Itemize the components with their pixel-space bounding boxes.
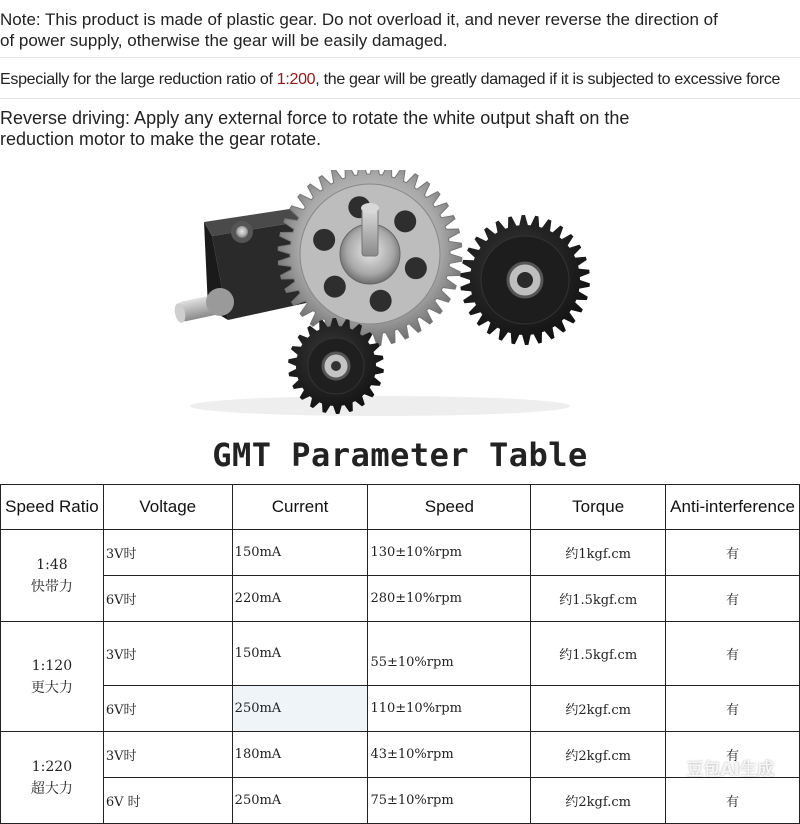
table-row	[1, 778, 800, 824]
current-cell: 180mA	[232, 732, 368, 778]
gear-reduction-motor-illustration	[160, 170, 600, 420]
speed-cell: 75±10%rpm	[368, 778, 531, 824]
header-voltage: Voltage	[103, 485, 232, 530]
current-cell: 150mA	[232, 530, 368, 576]
current-cell: 250mA	[232, 686, 368, 732]
table-row	[1, 686, 800, 732]
header-anti-interference: Anti-interference	[666, 485, 800, 530]
speed-cell: 280±10%rpm	[368, 576, 531, 622]
table-row	[1, 530, 800, 576]
current-cell: 220mA	[232, 576, 368, 622]
speed-cell: 130±10%rpm	[368, 530, 531, 576]
anti-interference-cell: 有	[666, 576, 800, 622]
anti-interference-cell: 有	[666, 530, 800, 576]
voltage-cell: 3V时	[103, 530, 232, 576]
divider	[0, 98, 800, 99]
torque-cell: 约2kgf.cm	[531, 732, 666, 778]
torque-cell: 约2kgf.cm	[531, 778, 666, 824]
table-row	[1, 732, 800, 778]
note-reverse-driving: Reverse driving: Apply any external force to rotate the white output shaft on the reduction motor to make the gear rotate.	[0, 108, 630, 149]
voltage-cell: 3V时	[103, 732, 232, 778]
torque-cell: 约1.5kgf.cm	[531, 622, 666, 686]
voltage-cell: 6V时	[103, 686, 232, 732]
metal-gear	[278, 170, 462, 346]
anti-interference-cell: 有	[666, 778, 800, 824]
torque-cell: 约1.5kgf.cm	[531, 576, 666, 622]
table-title: GMT Parameter Table	[212, 436, 588, 474]
note-line: of power supply, otherwise the gear will be easily damaged.	[0, 31, 448, 50]
header-torque: Torque	[531, 485, 666, 530]
ai-generated-watermark: 豆包AI生成	[686, 760, 774, 780]
voltage-cell: 6V 时	[103, 778, 232, 824]
parameter-table	[0, 484, 800, 824]
ratio-cell: 1:220 超大力	[1, 732, 104, 824]
current-cell: 250mA	[232, 778, 368, 824]
table-row	[1, 622, 800, 686]
speed-cell: 55±10%rpm	[368, 622, 531, 686]
anti-interference-cell: 有	[666, 622, 800, 686]
voltage-cell: 6V时	[103, 576, 232, 622]
header-current: Current	[232, 485, 368, 530]
ratio-highlight: 1:200	[276, 71, 316, 88]
note-reduction-ratio: Especially for the large reduction ratio of 1:200, the gear will be greatly damaged if it is subjected to excessive force	[0, 71, 781, 88]
header-speed-ratio: Speed Ratio	[1, 485, 104, 530]
voltage-cell: 3V时	[103, 622, 232, 686]
right-black-gear	[460, 215, 590, 345]
note-line: Note: This product is made of plastic gear. Do not overload it, and never reverse the direction of	[0, 10, 718, 29]
speed-cell: 110±10%rpm	[368, 686, 531, 732]
header-speed: Speed	[368, 485, 531, 530]
anti-interference-cell: 有	[666, 686, 800, 732]
ratio-cell: 1:48 快带力	[1, 530, 104, 622]
torque-cell: 约2kgf.cm	[531, 686, 666, 732]
current-cell: 150mA	[232, 622, 368, 686]
divider	[0, 57, 800, 58]
ratio-cell: 1:120 更大力	[1, 622, 104, 732]
table-row	[1, 576, 800, 622]
output-shaft	[173, 288, 234, 324]
torque-cell: 约1kgf.cm	[531, 530, 666, 576]
table-header-row	[1, 485, 800, 530]
speed-cell: 43±10%rpm	[368, 732, 531, 778]
anti-interference-cell: 有	[666, 732, 800, 778]
